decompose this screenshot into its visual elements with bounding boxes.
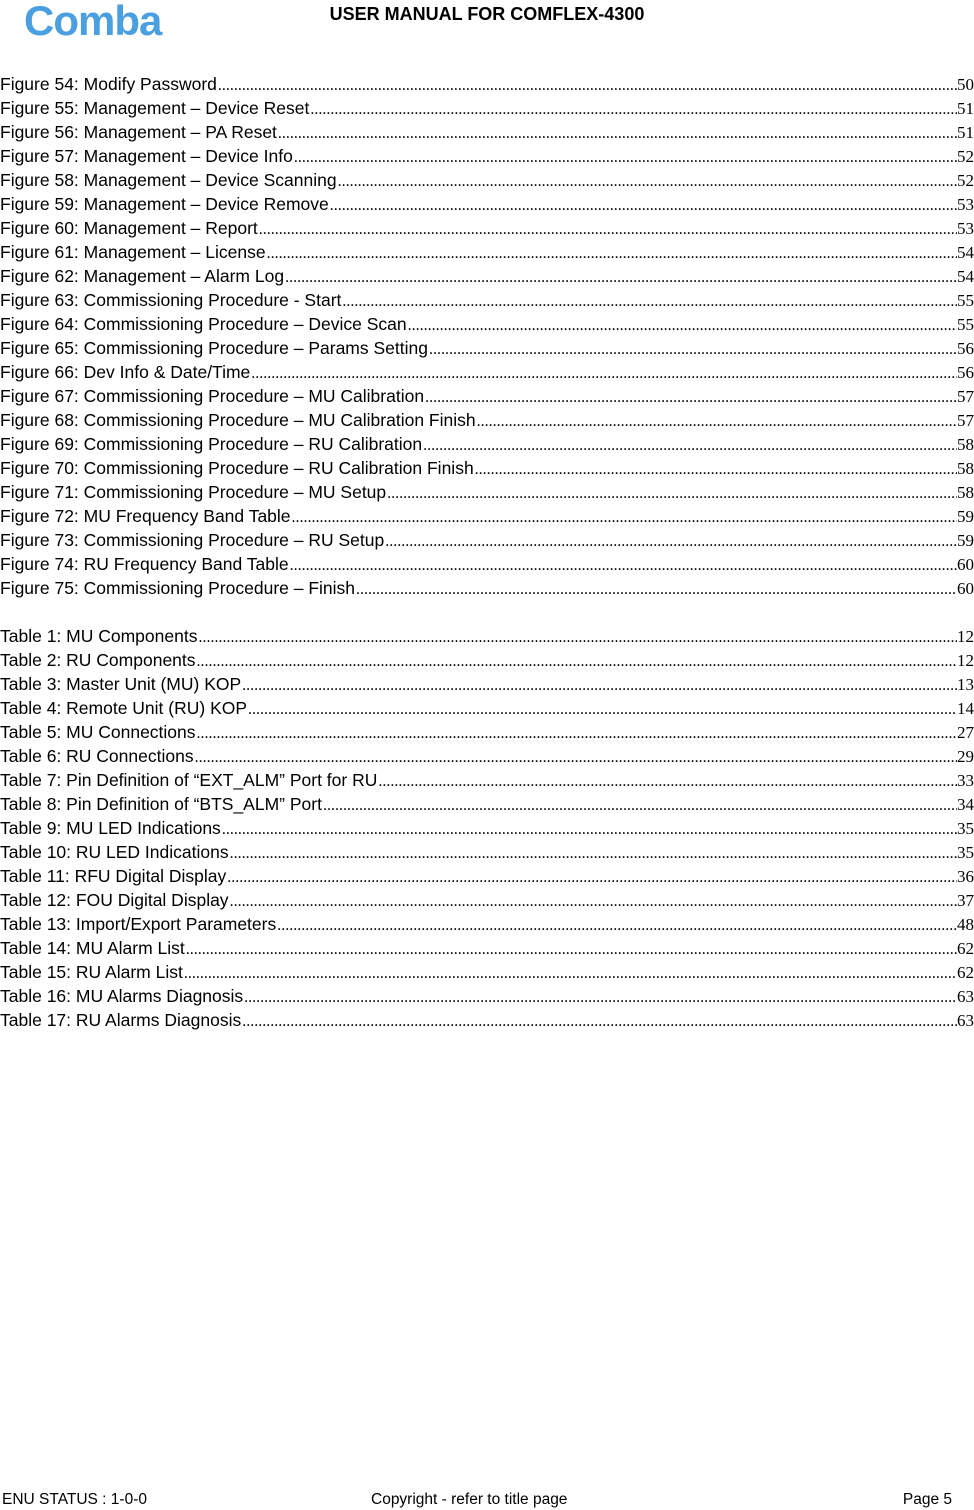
list-of-tables	[0, 624, 974, 1032]
figure-entry[interactable]	[0, 336, 974, 360]
figure-entry-page-number: 60	[957, 555, 974, 574]
figure-entry[interactable]	[0, 456, 974, 480]
table-entry[interactable]	[0, 912, 974, 936]
table-entry-page-number: 63	[957, 1011, 974, 1030]
table-entry-label: Table 1: MU Components	[0, 626, 198, 646]
figure-entry-page-number: 58	[957, 459, 974, 478]
document-status: ENU STATUS : 1-0-0	[2, 1491, 147, 1508]
figure-entry[interactable]	[0, 216, 974, 240]
dot-leader	[267, 242, 957, 264]
table-entry-page-number: 35	[957, 819, 974, 838]
table-entry-label: Table 3: Master Unit (MU) KOP	[0, 674, 242, 694]
figure-entry-page-number: 51	[957, 99, 974, 118]
table-entry[interactable]	[0, 648, 974, 672]
table-entry[interactable]	[0, 672, 974, 696]
figure-entry-label: Figure 62: Management – Alarm Log	[0, 266, 285, 286]
figure-entry-page-number: 60	[957, 579, 974, 598]
figure-entry-label: Figure 56: Management – PA Reset	[0, 122, 277, 142]
table-entry-page-number: 62	[957, 963, 974, 982]
table-entry-page-number: 29	[957, 747, 974, 766]
dot-leader	[195, 746, 957, 768]
dot-leader	[338, 170, 957, 192]
table-entry[interactable]	[0, 792, 974, 816]
dot-leader	[342, 290, 957, 312]
figure-entry-label: Figure 63: Commissioning Procedure - Start	[0, 290, 342, 310]
table-entry[interactable]	[0, 960, 974, 984]
table-entry-label: Table 13: Import/Export Parameters	[0, 914, 277, 934]
figure-entry[interactable]	[0, 480, 974, 504]
table-entry-page-number: 12	[957, 627, 974, 646]
figure-entry-page-number: 55	[957, 291, 974, 310]
figure-entry-page-number: 59	[957, 507, 974, 526]
table-entry-page-number: 34	[957, 795, 974, 814]
figure-entry[interactable]	[0, 192, 974, 216]
table-entry-label: Table 9: MU LED Indications	[0, 818, 221, 838]
figure-entry-page-number: 59	[957, 531, 974, 550]
dot-leader	[387, 482, 957, 504]
figure-entry[interactable]	[0, 144, 974, 168]
dot-leader	[251, 362, 957, 384]
table-entry-label: Table 17: RU Alarms Diagnosis	[0, 1010, 242, 1030]
figure-entry-label: Figure 61: Management – License	[0, 242, 266, 262]
figure-entry[interactable]	[0, 288, 974, 312]
figure-entry[interactable]	[0, 312, 974, 336]
figure-entry-page-number: 53	[957, 219, 974, 238]
dot-leader	[408, 314, 957, 336]
table-entry-label: Table 6: RU Connections	[0, 746, 194, 766]
figure-entry[interactable]	[0, 72, 974, 96]
figure-entry-label: Figure 55: Management – Device Reset	[0, 98, 310, 118]
table-entry-page-number: 13	[957, 675, 974, 694]
dot-leader	[285, 266, 957, 288]
document-title: USER MANUAL FOR COMFLEX-4300	[329, 4, 645, 24]
dot-leader	[230, 890, 957, 912]
table-entry[interactable]	[0, 1008, 974, 1032]
page-number: Page 5	[902, 1491, 952, 1508]
table-entry-label: Table 12: FOU Digital Display	[0, 890, 229, 910]
dot-leader	[230, 842, 957, 864]
table-entry-label: Table 2: RU Components	[0, 650, 196, 670]
dot-leader	[218, 74, 957, 96]
dot-leader	[385, 530, 957, 552]
figure-entry-label: Figure 64: Commissioning Procedure – Device Scan	[0, 314, 407, 334]
table-entry[interactable]	[0, 936, 974, 960]
dot-leader	[425, 386, 957, 408]
figure-entry-page-number: 54	[957, 267, 974, 286]
dot-leader	[323, 794, 957, 816]
table-entry-label: Table 15: RU Alarm List	[0, 962, 183, 982]
figure-entry-page-number: 50	[957, 75, 974, 94]
figure-entry-page-number: 52	[957, 171, 974, 190]
dot-leader	[475, 458, 957, 480]
figure-entry-page-number: 57	[957, 411, 974, 430]
figure-entry-label: Figure 72: MU Frequency Band Table	[0, 506, 291, 526]
figure-entry[interactable]	[0, 240, 974, 264]
table-entry[interactable]	[0, 744, 974, 768]
figure-entry-page-number: 53	[957, 195, 974, 214]
figure-entry[interactable]	[0, 576, 974, 600]
figure-entry-label: Figure 67: Commissioning Procedure – MU Calibration	[0, 386, 425, 406]
dot-leader	[186, 938, 957, 960]
figure-entry[interactable]	[0, 432, 974, 456]
dot-leader	[330, 194, 957, 216]
figure-entry-label: Figure 69: Commissioning Procedure – RU Calibration	[0, 434, 423, 454]
table-entry[interactable]	[0, 840, 974, 864]
dot-leader	[429, 338, 957, 360]
table-entry[interactable]	[0, 768, 974, 792]
dot-leader	[278, 122, 957, 144]
figure-entry-label: Figure 70: Commissioning Procedure – RU Calibration Finish	[0, 458, 474, 478]
dot-leader	[227, 866, 957, 888]
table-entry[interactable]	[0, 984, 974, 1008]
dot-leader	[244, 986, 957, 1008]
list-of-figures	[0, 72, 974, 600]
figure-entry[interactable]	[0, 384, 974, 408]
table-entry-label: Table 10: RU LED Indications	[0, 842, 229, 862]
figure-entry-label: Figure 57: Management – Device Info	[0, 146, 293, 166]
table-entry-label: Table 7: Pin Definition of “EXT_ALM” Port for RU	[0, 770, 378, 790]
table-entry-page-number: 36	[957, 867, 974, 886]
table-entry[interactable]	[0, 696, 974, 720]
figure-entry-page-number: 55	[957, 315, 974, 334]
table-entry-page-number: 48	[957, 915, 974, 934]
table-entry[interactable]	[0, 864, 974, 888]
figure-entry-page-number: 57	[957, 387, 974, 406]
figure-entry[interactable]	[0, 168, 974, 192]
table-entry-page-number: 12	[957, 651, 974, 670]
figure-entry[interactable]	[0, 504, 974, 528]
dot-leader	[277, 914, 957, 936]
figure-entry[interactable]	[0, 528, 974, 552]
dot-leader	[292, 506, 957, 528]
dot-leader	[310, 98, 957, 120]
dot-leader	[242, 1010, 957, 1032]
dot-leader	[356, 578, 957, 600]
table-entry-label: Table 11: RFU Digital Display	[0, 866, 227, 886]
figure-entry-label: Figure 71: Commissioning Procedure – MU Setup	[0, 482, 387, 502]
figure-entry-label: Figure 59: Management – Device Remove	[0, 194, 329, 214]
dot-leader	[184, 962, 957, 984]
figure-entry[interactable]	[0, 96, 974, 120]
figure-entry[interactable]	[0, 120, 974, 144]
figure-entry[interactable]	[0, 264, 974, 288]
table-entry-label: Table 16: MU Alarms Diagnosis	[0, 986, 244, 1006]
figure-entry-label: Figure 74: RU Frequency Band Table	[0, 554, 289, 574]
figure-entry-label: Figure 66: Dev Info & Date/Time	[0, 362, 251, 382]
table-entry-label: Table 14: MU Alarm List	[0, 938, 185, 958]
figure-entry-page-number: 56	[957, 363, 974, 382]
dot-leader	[290, 554, 957, 576]
figure-entry-page-number: 54	[957, 243, 974, 262]
dot-leader	[222, 818, 957, 840]
table-entry[interactable]	[0, 816, 974, 840]
figure-entry-page-number: 58	[957, 435, 974, 454]
svg-text:Comba: Comba	[24, 0, 162, 42]
list-of-figures-and-tables	[0, 72, 974, 1032]
figure-entry-label: Figure 68: Commissioning Procedure – MU Calibration Finish	[0, 410, 476, 430]
table-entry-page-number: 62	[957, 939, 974, 958]
table-entry-label: Table 8: Pin Definition of “BTS_ALM” Port	[0, 794, 322, 814]
figure-entry-label: Figure 65: Commissioning Procedure – Params Setting	[0, 338, 428, 358]
table-entry-page-number: 37	[957, 891, 974, 910]
dot-leader	[248, 698, 957, 720]
figure-entry-label: Figure 75: Commissioning Procedure – Finish	[0, 578, 356, 598]
table-entry-page-number: 63	[957, 987, 974, 1006]
copyright-note: Copyright - refer to title page	[371, 1491, 568, 1508]
dot-leader	[294, 146, 957, 168]
figure-entry-page-number: 58	[957, 483, 974, 502]
figure-entry-page-number: 56	[957, 339, 974, 358]
table-entry-label: Table 4: Remote Unit (RU) KOP	[0, 698, 248, 718]
figure-entry-page-number: 52	[957, 147, 974, 166]
table-entry[interactable]	[0, 720, 974, 744]
figure-entry-label: Figure 73: Commissioning Procedure – RU Setup	[0, 530, 385, 550]
dot-leader	[198, 626, 957, 648]
table-entry[interactable]	[0, 888, 974, 912]
figure-entry[interactable]	[0, 360, 974, 384]
dot-leader	[197, 650, 957, 672]
figure-entry-label: Figure 54: Modify Password	[0, 74, 217, 94]
figure-entry-label: Figure 58: Management – Device Scanning	[0, 170, 337, 190]
figure-entry[interactable]	[0, 408, 974, 432]
dot-leader	[242, 674, 957, 696]
table-entry-page-number: 35	[957, 843, 974, 862]
figure-entry-label: Figure 60: Management – Report	[0, 218, 258, 238]
table-entry-page-number: 33	[957, 771, 974, 790]
dot-leader	[378, 770, 957, 792]
dot-leader	[197, 722, 957, 744]
table-entry[interactable]	[0, 624, 974, 648]
dot-leader	[259, 218, 957, 240]
dot-leader	[423, 434, 957, 456]
table-entry-label: Table 5: MU Connections	[0, 722, 196, 742]
dot-leader	[477, 410, 957, 432]
table-entry-page-number: 14	[957, 699, 974, 718]
figure-entry[interactable]	[0, 552, 974, 576]
table-entry-page-number: 27	[957, 723, 974, 742]
figure-entry-page-number: 51	[957, 123, 974, 142]
